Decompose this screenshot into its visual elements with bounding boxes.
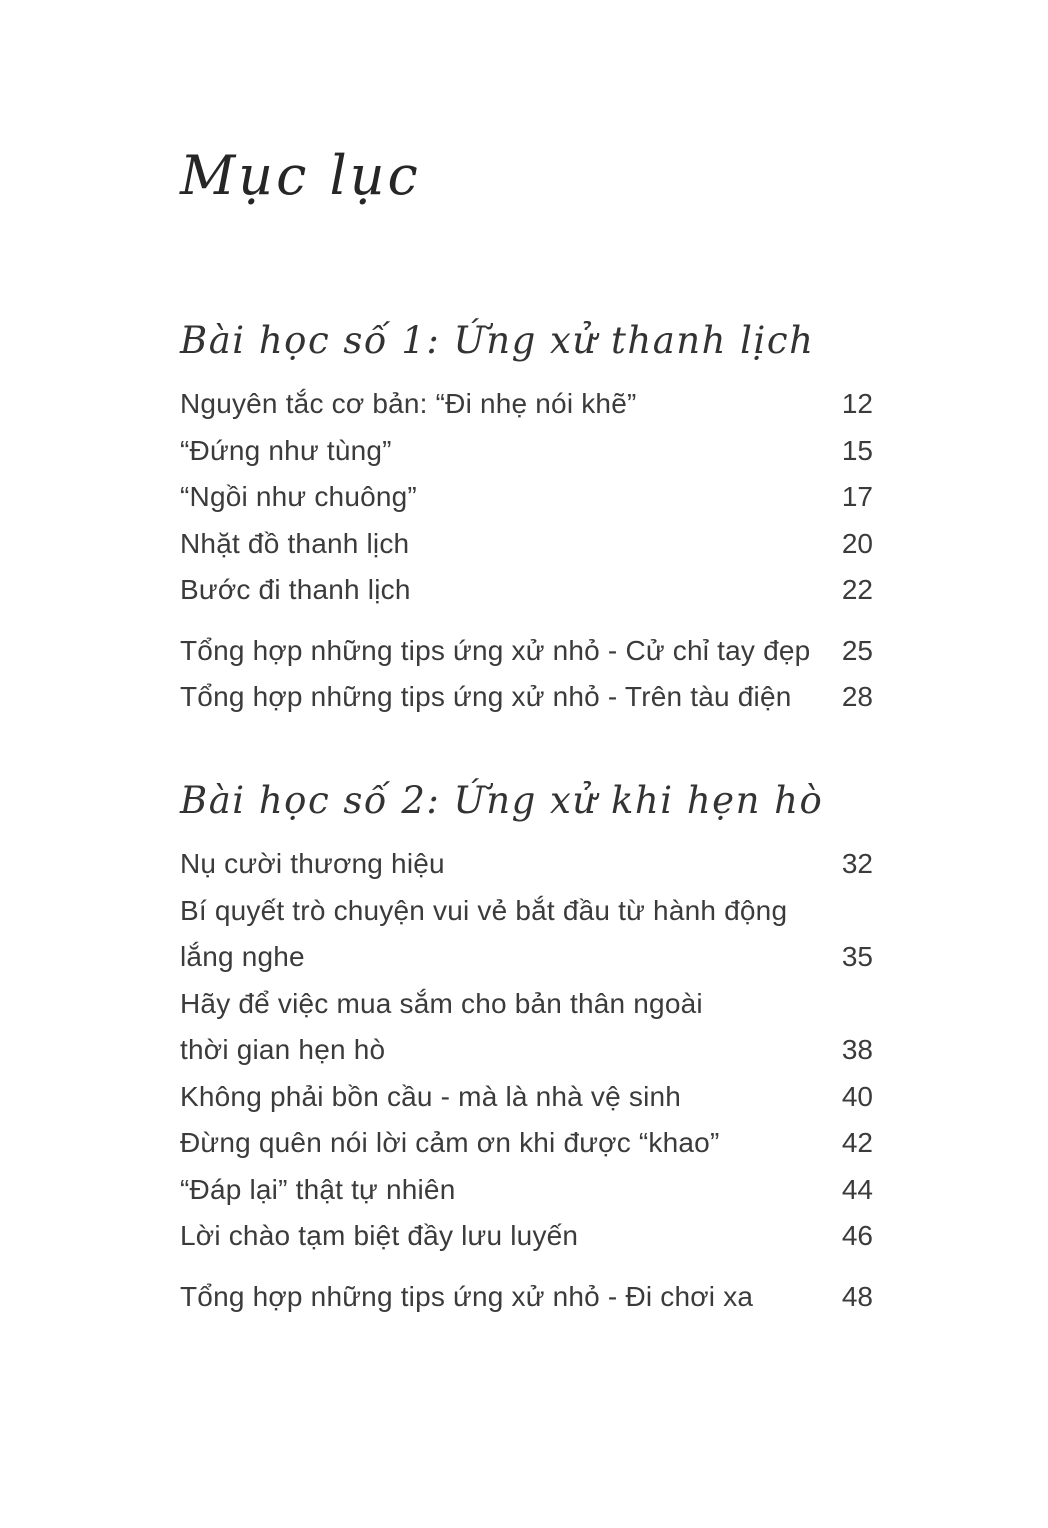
toc-entry-page: 17 [841, 481, 873, 513]
toc-entry [180, 1213, 873, 1260]
toc-entry [180, 841, 873, 888]
toc-entry-title: “Ngồi như chuông” [180, 481, 417, 513]
toc-entry-page: 22 [841, 574, 873, 606]
toc-entry [180, 521, 873, 568]
toc-entry [180, 934, 873, 981]
toc-entry [180, 567, 873, 614]
toc-entry-page: 40 [841, 1080, 873, 1112]
toc-entry [180, 1167, 873, 1214]
section-heading: Bài học số 2: Ứng xử khi hẹn hò [180, 778, 824, 822]
toc-entry [180, 674, 873, 721]
toc-entry-page: 35 [841, 941, 873, 973]
toc-entry-title: Nụ cười thương hiệu [180, 848, 445, 880]
page-title: Mục lục [180, 144, 421, 207]
toc-entry-page: 15 [841, 434, 873, 466]
toc-entry-page: 46 [841, 1220, 873, 1252]
toc-entry [180, 428, 873, 475]
toc-entry-page: 38 [841, 1034, 873, 1066]
toc-entry [180, 1074, 873, 1121]
toc-entry-title: lắng nghe [180, 941, 305, 973]
toc-entry-page: 25 [841, 634, 873, 666]
toc-entry [180, 628, 873, 675]
toc-entry-page: 48 [841, 1280, 873, 1312]
toc-entry-page: 12 [841, 388, 873, 420]
toc-entry-title: thời gian hẹn hò [180, 1034, 386, 1066]
toc-entry-page: 28 [841, 681, 873, 713]
toc-entry [180, 1120, 873, 1167]
toc-entry [180, 981, 873, 1028]
toc-entry-page: 44 [841, 1173, 873, 1205]
toc-sections [180, 317, 873, 1320]
toc-entry-title: Đừng quên nói lời cảm ơn khi được “khao” [180, 1127, 720, 1159]
toc-entry-title: Lời chào tạm biệt đầy lưu luyến [180, 1220, 579, 1252]
toc-entry [180, 381, 873, 428]
toc-entry [180, 1027, 873, 1074]
toc-entry-page: 20 [841, 527, 873, 559]
toc-section [180, 317, 873, 721]
toc-entry [180, 474, 873, 521]
toc-entry-title: Tổng hợp những tips ứng xử nhỏ - Cử chỉ tay đẹp [180, 634, 811, 666]
toc-section [180, 777, 873, 1320]
toc-entry-page: 32 [841, 848, 873, 880]
toc-entry [180, 888, 873, 935]
toc-entry-title: Tổng hợp những tips ứng xử nhỏ - Đi chơi xa [180, 1280, 754, 1312]
toc-entry-title: “Đáp lại” thật tự nhiên [180, 1173, 456, 1205]
toc-entry [180, 1274, 873, 1321]
toc-entry-title: Bước đi thanh lịch [180, 574, 411, 606]
toc-entry-title: Nguyên tắc cơ bản: “Đi nhẹ nói khẽ” [180, 388, 637, 420]
toc-entry-title: Bí quyết trò chuyện vui vẻ bắt đầu từ hành động [180, 894, 788, 926]
toc-entry-title: Hãy để việc mua sắm cho bản thân ngoài [180, 987, 703, 1019]
toc-entry-title: “Đứng như tùng” [180, 434, 392, 466]
toc-entry-title: Tổng hợp những tips ứng xử nhỏ - Trên tàu điện [180, 681, 792, 713]
toc-entry-title: Không phải bồn cầu - mà là nhà vệ sinh [180, 1080, 682, 1112]
toc-entry-page: 42 [841, 1127, 873, 1159]
toc-entry-title: Nhặt đồ thanh lịch [180, 527, 410, 559]
section-heading: Bài học số 1: Ứng xử thanh lịch [180, 319, 815, 363]
